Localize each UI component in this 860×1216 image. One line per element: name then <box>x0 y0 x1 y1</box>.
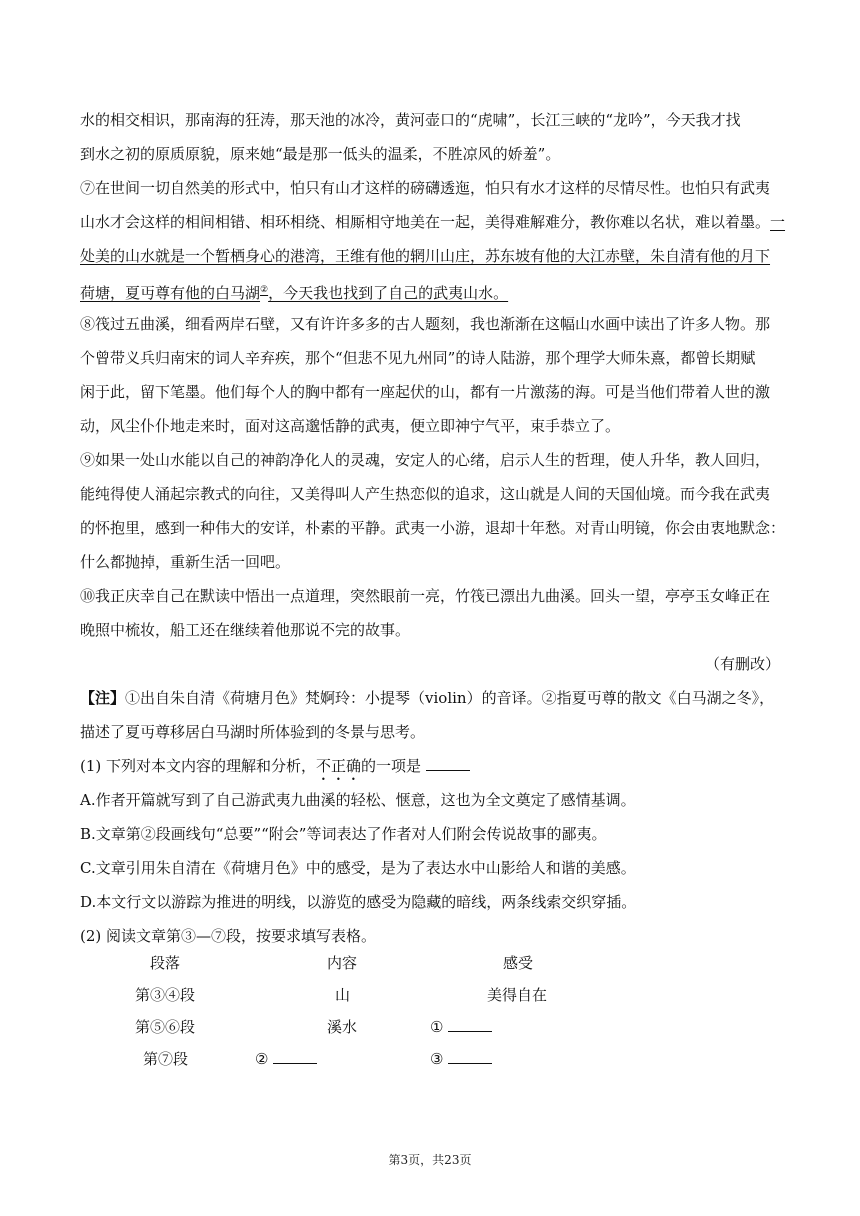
table-row-3-paragraph: 第⑦段 <box>143 1050 189 1068</box>
paragraph-8-line-4: 动，风尘仆仆地走来时，面对这高邈恬静的武夷，便立即神宁气平，束手恭立了。 <box>80 417 621 435</box>
paragraph-9-line-1: ⑨如果一处山水能以自己的神韵净化人的灵魂，安定人的心绪，启示人生的哲理，使人升华，教人回归， <box>80 451 771 469</box>
paragraph-6-line-2: 到水之初的原质原貌，原来她“最是那一低头的温柔，不胜凉风的娇羞”。 <box>80 145 561 163</box>
paragraph-9-line-2: 能纯得使人涌起宗教式的向往，又美得叫人产生热恋似的追求，这山就是人间的天国仙境。而今我在武夷 <box>80 485 771 503</box>
answer-blank[interactable] <box>426 756 470 771</box>
blank-2-line[interactable] <box>273 1049 317 1064</box>
paragraph-10-line-1: ⑩我正庆幸自己在默读中悟出一点道理，突然眼前一亮，竹筏已漂出九曲溪。回头一望，亭亭玉女峰正在 <box>80 587 771 605</box>
blank-number-3: ③ <box>430 1050 444 1068</box>
option-b: B.文章第②段画线句“总要”“附会”等词表达了作者对人们附会传说故事的鄙夷。 <box>80 825 607 843</box>
paragraph-7-text: 山水才会这样的相间相错、相环相绕、相厮相守地美在一起，美得难解难分，教你难以名状，难以着墨。 <box>80 213 771 231</box>
paragraph-9-line-3: 的怀抱里，感到一种伟大的安详，朴素的平静。武夷一小游，退却十年愁。对青山明镜，你会由衷地默念： <box>80 519 786 537</box>
question-1 <box>80 756 780 784</box>
table-header-content: 内容 <box>327 954 358 972</box>
question-2: (2) 阅读文章第③—⑦段，按要求填写表格。 <box>80 927 377 945</box>
paragraph-8-line-1: ⑧筏过五曲溪，细看两岸石壁，又有许许多多的古人题刻，我也渐渐在这幅山水画中读出了许多人物。那 <box>80 315 771 333</box>
annotation-line-1 <box>80 688 780 708</box>
option-d: D.本文行文以游踪为推进的明线，以游览的感受为隐藏的暗线，两条线索交织穿插。 <box>80 893 637 911</box>
source-note: （有删改） <box>704 655 780 673</box>
annotation-label: 【注】 <box>80 689 126 707</box>
paragraph-6-line-1: 水的相交相识，那南海的狂涛，那天池的冰冷，黄河壶口的“虎啸”，长江三峡的“龙吟”，今天我才找 <box>80 111 741 129</box>
paragraph-7-line-1: ⑦在世间一切自然美的形式中，怕只有山才这样的磅礴透迤，怕只有水才这样的尽情尽性。也怕只有武夷 <box>80 179 771 197</box>
annotation-text: ①出自朱自清《荷塘月色》梵婀玲：小提琴（violin）的音译。②指夏丏尊的散文《白马湖之冬》， <box>125 689 775 707</box>
question-1-emphasis: 不正确 <box>316 757 362 775</box>
paragraph-7-line-4 <box>80 280 780 303</box>
paragraph-10-line-2: 晚照中梳妆，船工还在继续着他那说不完的故事。 <box>80 621 411 639</box>
table-header-feeling: 感受 <box>503 954 534 972</box>
annotation-line-2: 描述了夏丏尊移居白马湖时所体验到的冬景与思考。 <box>80 723 426 741</box>
paragraph-8-line-2: 个曾带义兵归南宋的词人辛弃疾，那个“但悲不见九州同”的诗人陆游，那个理学大师朱熹，都曾长期赋 <box>80 349 756 367</box>
underlined-sentence-start: 一 <box>770 213 786 231</box>
table-row-1-feeling: 美得自在 <box>487 986 548 1004</box>
option-c: C.文章引用朱自清在《荷塘月色》中的感受，是为了表达水中山影给人和谐的美感。 <box>80 859 636 877</box>
table-row-2-paragraph: 第⑤⑥段 <box>135 1018 196 1036</box>
table-row-1-content: 山 <box>335 986 351 1004</box>
underlined-sentence-line-3b: ，今天我也找到了自己的武夷山水。 <box>268 284 509 302</box>
question-1-prefix: (1) 下列对本文内容的理解和分析， <box>80 757 317 775</box>
blank-number-2: ② <box>255 1050 269 1068</box>
table-row-3-content <box>255 1049 317 1069</box>
blank-number-1: ① <box>430 1018 444 1036</box>
table-row-2-feeling <box>430 1017 492 1037</box>
table-row-3-feeling <box>430 1049 492 1069</box>
underlined-sentence-line-2: 处美的山水就是一个暂栖身心的港湾，王维有他的辋川山庄，苏东坡有他的大江赤壁，朱自清有他的月下 <box>80 247 771 265</box>
paragraph-9-line-4: 什么都抛掉，重新生活一回吧。 <box>80 553 291 571</box>
option-a: A.作者开篇就写到了自己游武夷九曲溪的轻松、惬意，这也为全文奠定了感情基调。 <box>80 791 636 809</box>
blank-3-line[interactable] <box>448 1049 492 1064</box>
table-row-1-paragraph: 第③④段 <box>135 986 196 1004</box>
blank-1-line[interactable] <box>448 1017 492 1032</box>
paragraph-7-line-2 <box>80 212 786 232</box>
underlined-sentence-line-3a: 荷塘，夏丏尊有他的白马湖 <box>80 284 261 302</box>
page-footer: 第3页，共23页 <box>388 1153 472 1167</box>
footnote-marker: ② <box>260 285 269 295</box>
paragraph-8-line-3: 闲于此，留下笔墨。他们每个人的胸中都有一座起伏的山，都有一片激荡的海。可是当他们带着人世的激 <box>80 383 771 401</box>
table-header-paragraph: 段落 <box>150 954 181 972</box>
table-row-2-content: 溪水 <box>327 1018 358 1036</box>
question-1-suffix: 的一项是 <box>361 757 422 775</box>
